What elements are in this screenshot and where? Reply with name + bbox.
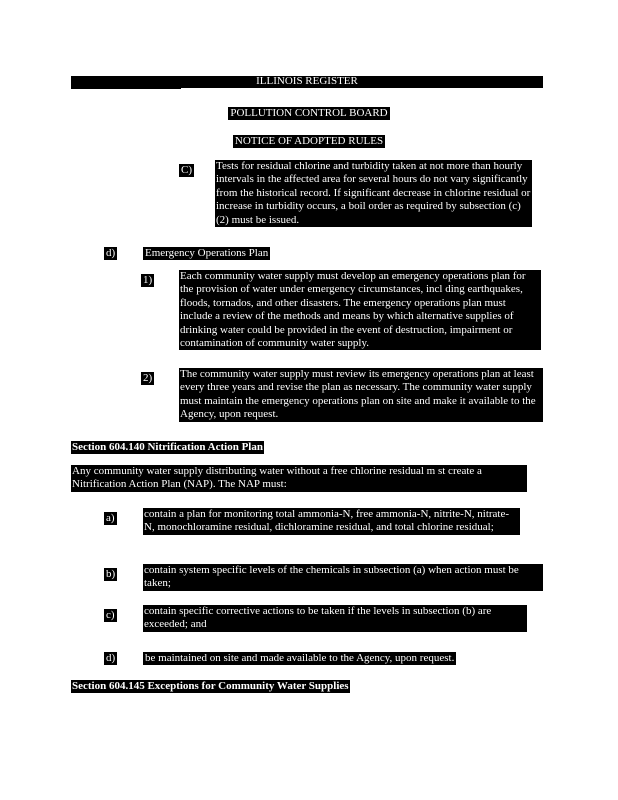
item-c2-label-wrap [104,605,117,623]
item-d3-label-wrap [104,648,117,666]
section-145-heading-wrap [71,676,350,694]
section-140-heading-wrap [71,437,264,455]
section-145-heading: Section 604.145 Exceptions for Community Water Supplies [72,680,349,692]
item-d2-label-wrap [141,368,154,386]
item-d1-text: Each community water supply must develop an emergency operations plan for the provision of water under emergency circumstances, incl ding earthquakes, floods, tornados, and other disasters. The emergency operations plan must include a review of the methods and means by which alternative supplies of drinking water could be provided in the event of destruction, impairment or contamination of community water supply. [179,270,541,350]
section-140-heading: Section 604.140 Nitrification Action Plan [72,441,263,453]
item-d3-label: d) [106,652,116,664]
item-c2-label: c) [106,609,115,621]
header-underline [71,88,181,89]
notice-line [0,131,618,149]
item-d2-label: 2) [143,372,153,384]
register-title: ILLINOIS REGISTER [256,75,358,87]
notice-title: NOTICE OF ADOPTED RULES [234,135,384,147]
item-d-label-wrap [104,243,117,261]
agency-title: POLLUTION CONTROL BOARD [230,107,388,119]
item-c2-text: contain specific corrective actions to be taken if the levels in subsection (b) are exceeded; and [143,605,527,632]
item-a-label-wrap [104,508,117,526]
item-c-label: C) [181,164,192,176]
item-b-label: b) [106,568,116,580]
item-c-label-wrap [179,160,194,178]
item-d-title-wrap [143,243,270,261]
section-140-intro: Any community water supply distributing water without a free chlorine residual m st create a Nitrification Action Plan (NAP). The NAP must: [71,465,527,492]
item-d1-label-wrap [141,270,154,288]
item-b-text: contain system specific levels of the chemicals in subsection (a) when action must be taken; [143,564,543,591]
item-d-title: Emergency Operations Plan [145,247,269,259]
item-b-label-wrap [104,564,117,582]
item-d-label: d) [106,247,116,259]
item-d1-label: 1) [143,274,153,286]
item-a-label: a) [106,512,115,524]
item-d3-text: be maintained on site and made available to the Agency, upon request. [145,652,455,664]
item-d2-text: The community water supply must review its emergency operations plan at least every three years and revise the plan as necessary. The community water supply must maintain the emergency operations plan on site and make it available to the Agency, upon request. [179,368,543,422]
agency-line [0,103,618,121]
item-c-text: Tests for residual chlorine and turbidity taken at not more than hourly intervals in the affected area for several hours do not vary significantly from the historical record. If significant decrease in chlorine residual or increase in turbidity occurs, a boil order as required by subsection (c)(2) must be issued. [216,160,531,226]
item-a-text: contain a plan for monitoring total ammonia-N, free ammonia-N, nitrite-N, nitrate-N, monochloramine residual, dichloramine residual, and total chlorine residual; [143,508,520,535]
item-d3-text-wrap [143,648,456,666]
